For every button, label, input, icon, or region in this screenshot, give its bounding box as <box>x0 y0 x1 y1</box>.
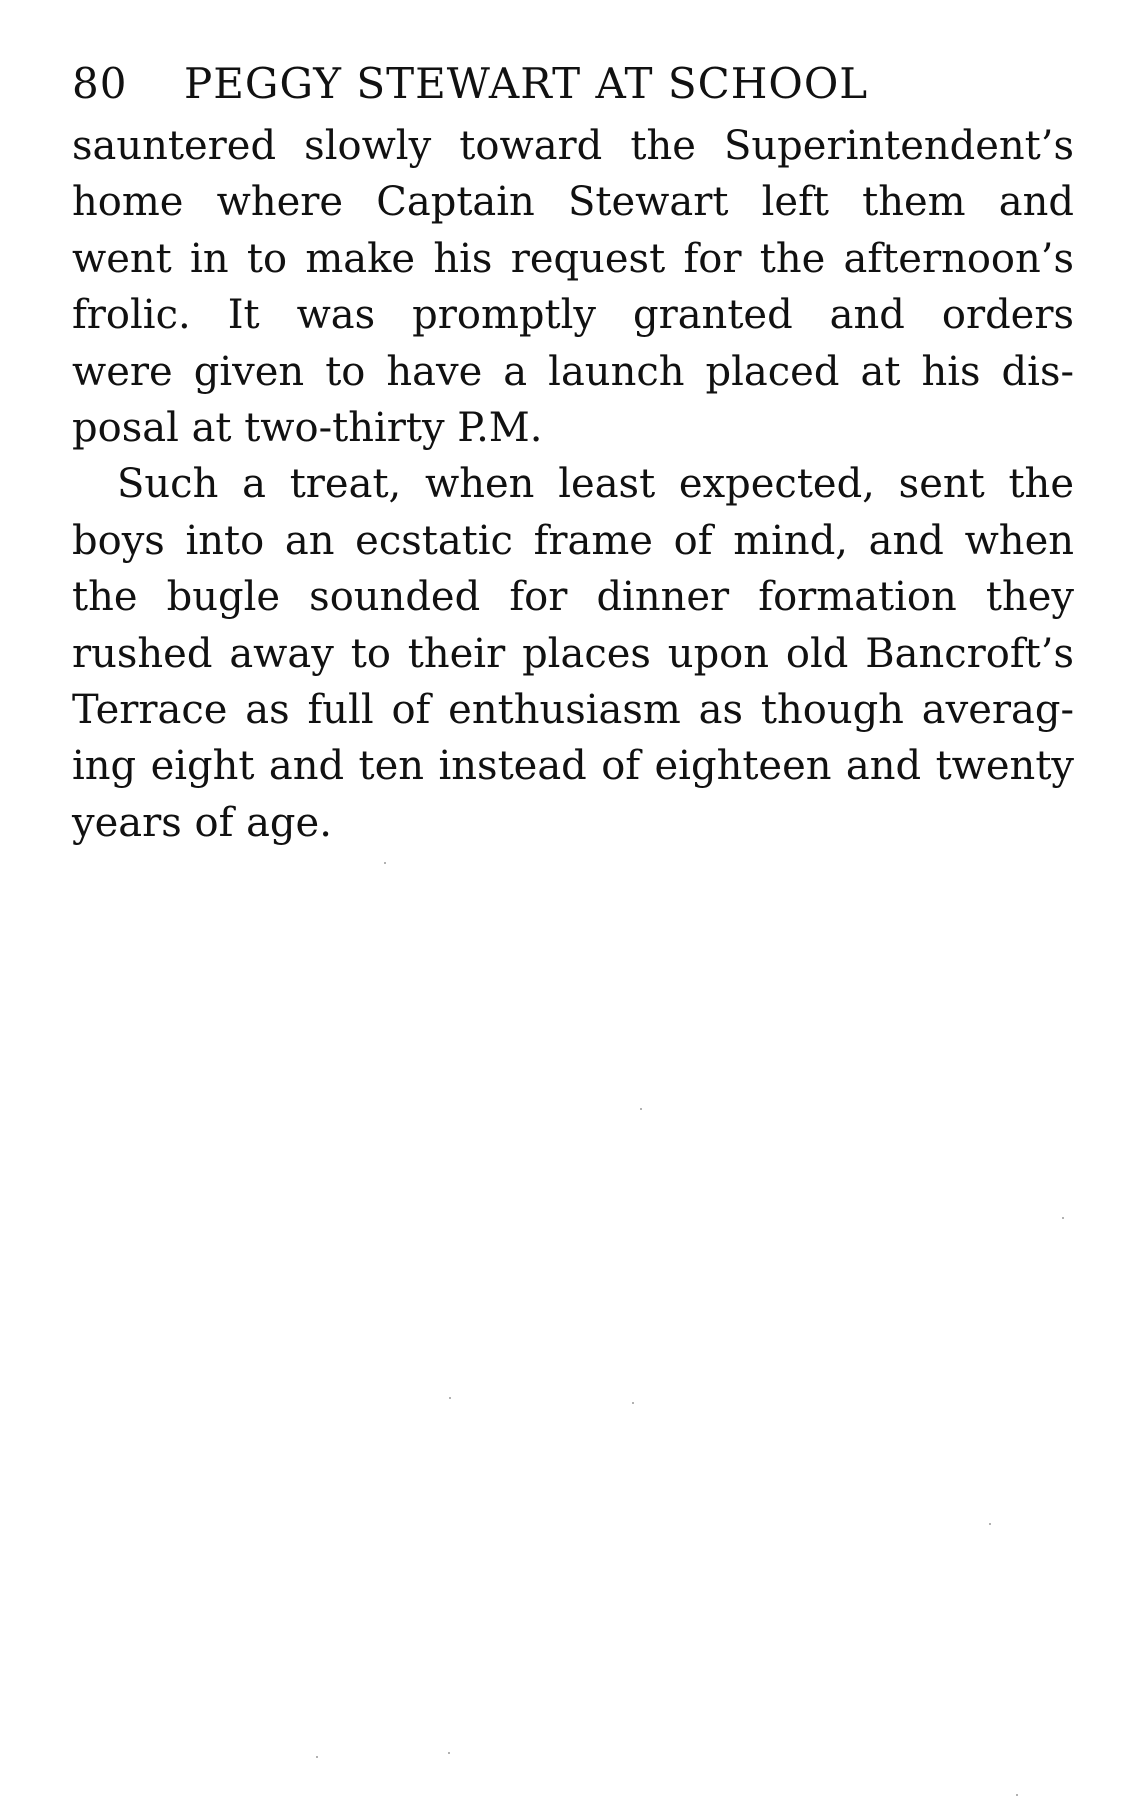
text-line: frolic. It was promptly granted and orders <box>72 292 1074 339</box>
text-line: posal at two-thirty P.M. <box>72 404 543 451</box>
scan-speck <box>632 1402 634 1404</box>
scan-speck <box>1016 1794 1018 1796</box>
text-line: rushed away to their places upon old Bancroft’s <box>72 630 1074 677</box>
scan-speck <box>640 1108 642 1110</box>
paragraph-2 <box>72 456 1074 851</box>
scan-speck <box>384 862 386 864</box>
scan-speck <box>316 1756 318 1758</box>
page-number: 80 <box>72 59 128 108</box>
scan-speck <box>449 1397 451 1399</box>
text-line: sauntered slowly toward the Superintendent’s <box>72 123 1074 169</box>
page-content <box>72 58 1074 851</box>
text-line: Terrace as full of enthusiasm as though averag- <box>72 686 1074 733</box>
running-head <box>72 58 1074 110</box>
scan-speck <box>448 1752 450 1754</box>
scan-speck <box>1062 1217 1064 1219</box>
book-title: PEGGY STEWART AT SCHOOL <box>184 59 869 108</box>
text-line: ing eight and ten instead of eighteen and twenty <box>72 743 1074 790</box>
text-line: went in to make his request for the afternoon’s <box>72 235 1074 282</box>
paragraph-1 <box>72 118 1074 456</box>
text-line: boys into an ecstatic frame of mind, and when <box>72 517 1074 564</box>
text-line: the bugle sounded for dinner formation they <box>72 574 1074 621</box>
scan-speck <box>989 1523 991 1525</box>
text-line: Such a treat, when least expected, sent the <box>117 461 1074 508</box>
text-line: home where Captain Stewart left them and <box>72 179 1074 226</box>
text-line: were given to have a launch placed at his dis- <box>72 348 1074 395</box>
text-line: years of age. <box>72 799 332 846</box>
